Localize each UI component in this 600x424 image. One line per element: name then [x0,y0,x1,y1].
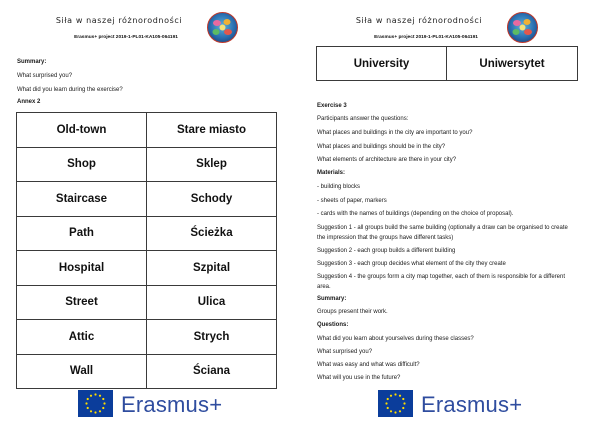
table-row [17,251,277,286]
summary-heading: Summary: [17,59,47,65]
table-row [17,320,277,355]
word-polish: Schody [147,182,277,217]
vocabulary-table [16,112,277,389]
final-question: What surprised you? [317,349,373,355]
word-english: University [317,47,447,81]
word-english: Hospital [17,251,147,286]
erasmus-plus-logo: Erasmus+ [121,392,223,417]
final-question: What did you learn about yourselves during these classes? [317,336,474,342]
header-title: Siła w naszej różnorodności [355,16,483,25]
final-question: What will you use in the future? [317,375,401,381]
suggestion-item: Suggestion 3 - each group decides what element of the city they create [317,261,506,267]
vocabulary-table [316,46,578,81]
table-row [17,216,277,251]
word-polish: Ulica [147,285,277,320]
project-logo [507,12,538,43]
summary-question: What surprised you? [17,73,73,79]
word-english: Path [17,216,147,251]
table-row [17,285,277,320]
eu-flag-icon [378,390,413,417]
annex-heading: Annex 2 [17,99,41,105]
word-english: Street [17,285,147,320]
table-row [17,147,277,182]
word-polish: Uniwersytet [447,47,578,81]
word-polish: Ściana [147,354,277,389]
right-page [300,0,600,424]
exercise-question: What elements of architecture are there in your city? [317,157,457,163]
header-project-number: Erasmus+ project 2019-1-PL01-KA105-064191 [74,35,178,40]
word-polish: Sklep [147,147,277,182]
exercise-question: What places and buildings in the city are important to you? [317,130,473,136]
questions-heading: Questions: [317,322,349,328]
word-polish: Stare miasto [147,113,277,148]
header-project-number: Erasmus+ project 2019-1-PL01-KA105-064191 [374,35,478,40]
word-english: Shop [17,147,147,182]
word-polish: Strych [147,320,277,355]
eu-flag-icon [78,390,113,417]
table-row [17,354,277,389]
suggestion-item: Suggestion 4 - the groups form a city map together, each of them is responsible for a different area. [317,274,566,290]
exercise-intro: Participants answer the questions: [317,116,409,122]
material-item: - sheets of paper, markers [317,198,387,204]
material-item: - building blocks [317,184,361,190]
word-polish: Ścieżka [147,216,277,251]
word-english: Staircase [17,182,147,217]
word-polish: Szpital [147,251,277,286]
word-english: Old-town [17,113,147,148]
erasmus-plus-logo: Erasmus+ [421,392,523,417]
material-item: - cards with the names of buildings (depending on the choice of proposal). [317,211,514,217]
table-row [317,47,578,81]
word-english: Wall [17,354,147,389]
summary-text: Groups present their work. [317,309,388,315]
header-title: Siła w naszej różnorodności [55,16,183,25]
word-english: Attic [17,320,147,355]
final-question: What was easy and what was difficult? [317,362,420,368]
table-row [17,113,277,148]
materials-heading: Materials: [317,170,346,176]
table-row [17,182,277,217]
exercise-heading: Exercise 3 [317,103,347,109]
suggestion-item: Suggestion 1 - all groups build the same building (optionally a draw can be organised to create the impression that the groups have different tasks) [317,225,568,241]
project-logo [207,12,238,43]
suggestion-item: Suggestion 2 - each group builds a different building [317,248,456,254]
summary-heading: Summary: [317,296,347,302]
exercise-question: What places and buildings should be in the city? [317,144,446,150]
summary-question: What did you learn during the exercise? [17,87,123,93]
